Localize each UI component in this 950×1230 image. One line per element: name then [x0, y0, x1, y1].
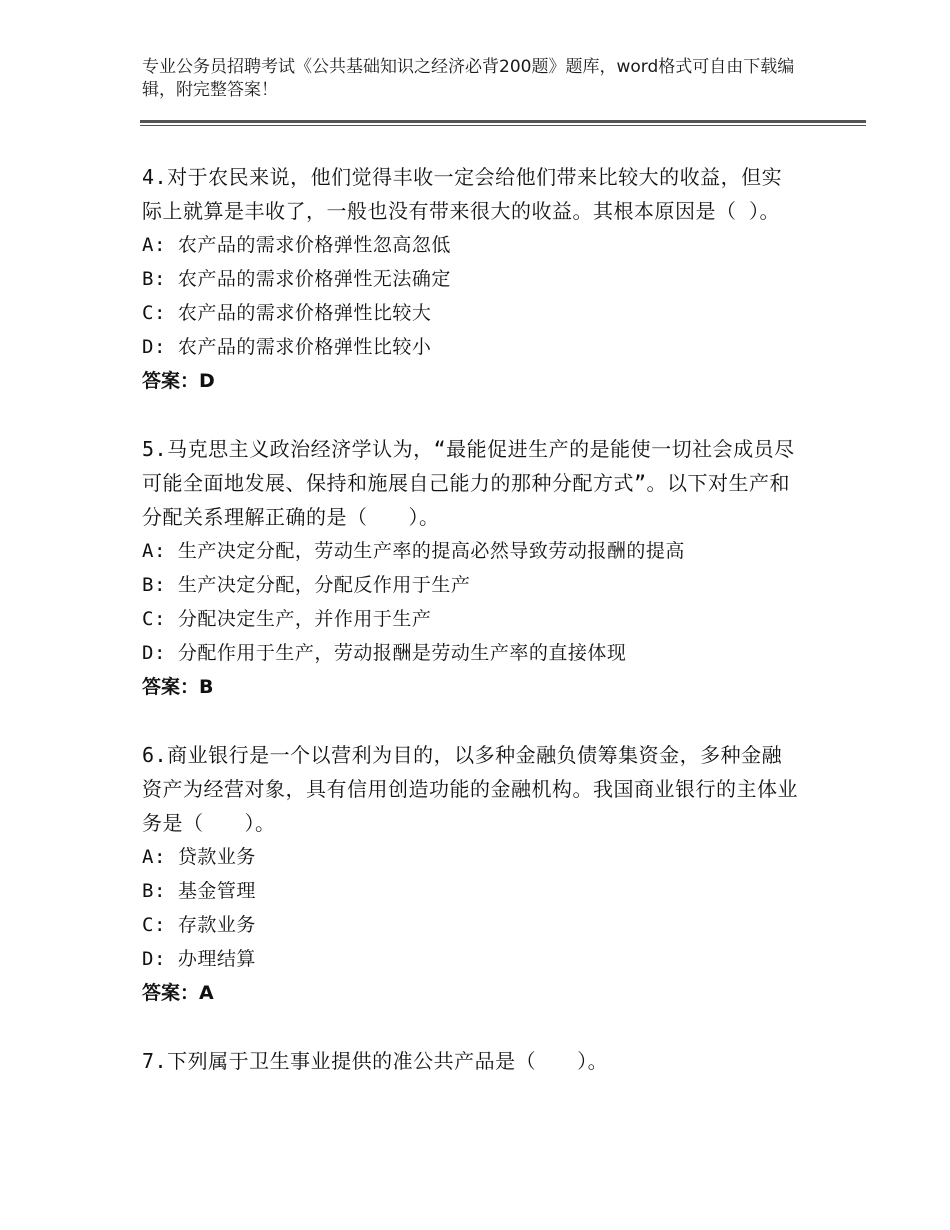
header-divider-thick	[140, 120, 866, 123]
question-4	[142, 160, 802, 398]
question-list	[142, 160, 802, 1112]
question-5	[142, 432, 802, 704]
document-header: 专业公务员招聘考试《公共基础知识之经济必背200题》题库，word格式可自由下载编辑，附完整答案！	[142, 57, 795, 100]
answer-label: 答案：B	[142, 676, 214, 698]
option-a: A: 农产品的需求价格弹性忽高忽低	[142, 234, 451, 256]
question-stem: 6.商业银行是一个以营利为目的，以多种金融负债筹集资金，多种金融资产为经营对象，具有信用创造功能的金融机构。我国商业银行的主体业务是（ ）。	[142, 743, 798, 835]
question-7	[142, 1044, 802, 1078]
option-c: C: 农产品的需求价格弹性比较大	[142, 302, 432, 324]
answer-label: 答案：D	[142, 370, 215, 392]
option-b: B: 农产品的需求价格弹性无法确定	[142, 268, 451, 290]
question-stem: 5.马克思主义政治经济学认为，“最能促进生产的是能使一切社会成员尽可能全面地发展、保持和施展自己能力的那种分配方式”。以下对生产和分配关系理解正确的是（ ）。	[142, 437, 795, 529]
option-d: D: 分配作用于生产，劳动报酬是劳动生产率的直接体现	[142, 642, 627, 664]
answer-label: 答案：A	[142, 982, 214, 1004]
option-d: D: 农产品的需求价格弹性比较小	[142, 336, 432, 358]
option-d: D: 办理结算	[142, 948, 256, 970]
option-c: C: 分配决定生产，并作用于生产	[142, 608, 432, 630]
option-c: C: 存款业务	[142, 914, 256, 936]
header-divider-thin	[140, 125, 866, 126]
question-stem: 4.对于农民来说，他们觉得丰收一定会给他们带来比较大的收益，但实际上就算是丰收了，一般也没有带来很大的收益。其根本原因是（ ）。	[142, 165, 783, 223]
question-6	[142, 738, 802, 1010]
option-a: A: 贷款业务	[142, 846, 256, 868]
option-a: A: 生产决定分配，劳动生产率的提高必然导致劳动报酬的提高	[142, 540, 685, 562]
option-b: B: 生产决定分配，分配反作用于生产	[142, 574, 471, 596]
question-stem: 7.下列属于卫生事业提供的准公共产品是（ ）。	[142, 1049, 609, 1073]
option-b: B: 基金管理	[142, 880, 256, 902]
